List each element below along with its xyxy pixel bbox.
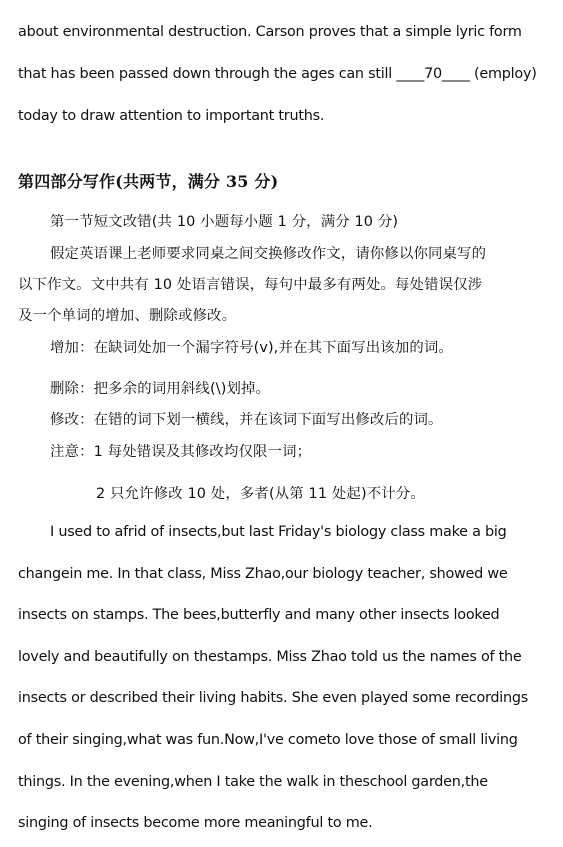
instruction-note-1: 注意：1 每处错误及其修改均仅限一词； <box>50 444 312 460</box>
essay-line-3: insects on stamps. The bees,butterfly and many other insects looked <box>18 607 500 623</box>
essay-line-6: of their singing,what was fun.Now,I've cometo love those of small living <box>18 732 518 748</box>
passage-line-2: that has been passed down through the ages can still ____70____ (employ) <box>18 66 537 82</box>
essay-line-4: lovely and beautifully on thestamps. Miss Zhao told us the names of the <box>18 649 522 665</box>
passage-line-1: about environmental destruction. Carson proves that a simple lyric form <box>18 24 522 40</box>
instruction-line-3: 及一个单词的增加、删除或修改。 <box>18 308 237 324</box>
passage-line-3: today to draw attention to important truths. <box>18 108 325 124</box>
instruction-delete: 删除：把多余的词用斜线(\)划掉。 <box>50 381 271 397</box>
essay-line-7: things. In the evening,when I take the walk in theschool garden,the <box>18 774 488 790</box>
subsection-title: 第一节短文改错(共 10 小题每小题 1 分，满分 10 分) <box>50 214 399 230</box>
instruction-add: 增加：在缺词处加一个漏字符号(v),并在其下面写出该加的词。 <box>50 340 453 356</box>
essay-line-8: singing of insects become more meaningful to me. <box>18 815 373 831</box>
essay-line-5: insects or described their living habits. She even played some recordings <box>18 690 529 706</box>
instruction-note-2: 2 只允许修改 10 处，多者(从第 11 处起)不计分。 <box>96 486 425 502</box>
instruction-line-2: 以下作文。文中共有 10 处语言错误，每句中最多有两处。每处错误仅涉 <box>18 277 483 293</box>
essay-line-2: changein me. In that class, Miss Zhao,our biology teacher, showed we <box>18 566 508 582</box>
section-heading: 第四部分写作(共两节，满分 35 分) <box>18 172 279 191</box>
instruction-line-1: 假定英语课上老师要求同桌之间交换修改作文，请你修以你同桌写的 <box>50 246 487 262</box>
instruction-modify: 修改：在错的词下划一横线，并在该词下面写出修改后的词。 <box>50 412 443 428</box>
essay-line-1: I used to afrid of insects,but last Friday's biology class make a big <box>50 524 507 540</box>
